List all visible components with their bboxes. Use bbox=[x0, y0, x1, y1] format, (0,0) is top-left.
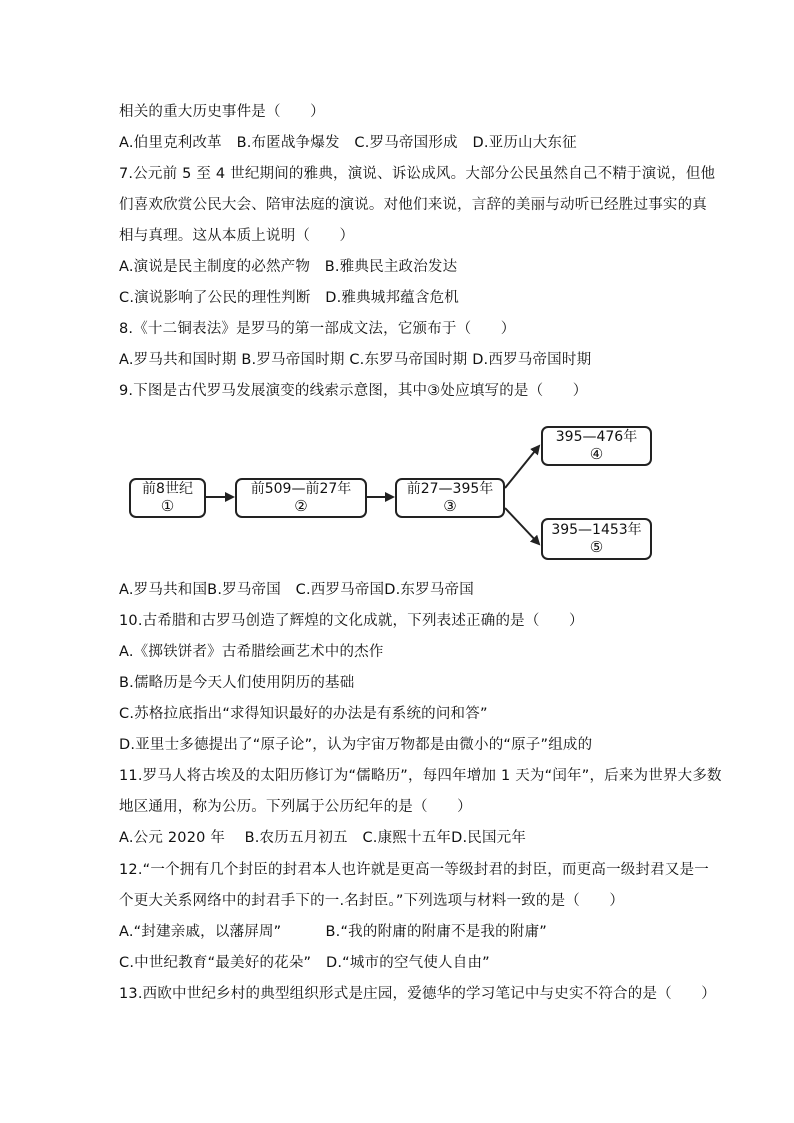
q11-stem-line1: 11.罗马人将古埃及的太阳历修订为“儒略历”，每四年增加 1 天为“闰年”，后来为世界大多数 bbox=[119, 768, 722, 784]
timeline-box-5 bbox=[541, 518, 652, 560]
timeline-box-5-period: 395—1453年 bbox=[551, 522, 642, 538]
q10-stem: 10.古希腊和古罗马创造了辉煌的文化成就，下列表述正确的是（ ） bbox=[119, 613, 584, 629]
q6-options: A.伯里克利改革 B.布匿战争爆发 C.罗马帝国形成 D.亚历山大东征 bbox=[119, 135, 577, 151]
q10-option-d: D.亚里士多德提出了“原子论”，认为宇宙万物都是由微小的“原子”组成的 bbox=[119, 737, 593, 753]
timeline-box-2 bbox=[235, 478, 367, 518]
q9-stem: 9.下图是古代罗马发展演变的线索示意图，其中③处应填写的是（ ） bbox=[119, 383, 588, 399]
rome-timeline-diagram bbox=[125, 422, 665, 567]
q13-stem: 13.西欧中世纪乡村的典型组织形式是庄园，爱德华的学习笔记中与史实不符合的是（ ） bbox=[119, 986, 716, 1002]
q9-options: A.罗马共和国B.罗马帝国 C.西罗马帝国D.东罗马帝国 bbox=[119, 582, 474, 598]
q11-options: A.公元 2020 年 B.农历五月初五 C.康熙十五年D.民国元年 bbox=[119, 830, 527, 846]
q10-option-c: C.苏格拉底指出“求得知识最好的办法是有系统的问和答” bbox=[119, 706, 488, 722]
q7-stem-line2: 们喜欢欣赏公民大会、陪审法庭的演说。对他们来说，言辞的美丽与动听已经胜过事实的真 bbox=[119, 197, 707, 213]
q7-stem-line1: 7.公元前 5 至 4 世纪期间的雅典，演说、诉讼成风。大部分公民虽然自己不精于演说，但他 bbox=[119, 166, 716, 182]
timeline-box-3 bbox=[395, 478, 505, 518]
q12-stem-line2: 个更大关系网络中的封君手下的一.名封臣。”下列选项与材料一致的是（ ） bbox=[119, 893, 625, 909]
q12-options-ab: A.“封建亲戚，以藩屏周” B.“我的附庸的附庸不是我的附庸” bbox=[119, 924, 547, 940]
timeline-box-4 bbox=[541, 426, 652, 466]
timeline-box-1-period: 前8世纪 bbox=[142, 481, 193, 497]
timeline-box-1-number: ① bbox=[160, 497, 175, 515]
timeline-box-2-period: 前509—前27年 bbox=[250, 481, 352, 497]
arrow-3-4 bbox=[505, 446, 539, 488]
timeline-box-4-period: 395—476年 bbox=[555, 429, 638, 445]
q10-option-a: A.《掷铁饼者》古希腊绘画艺术中的杰作 bbox=[119, 644, 384, 660]
q7-options-cd: C.演说影响了公民的理性判断 D.雅典城邦蕴含危机 bbox=[119, 290, 460, 306]
q10-option-b: B.儒略历是今天人们使用阴历的基础 bbox=[119, 675, 355, 691]
q6-stem-end: 相关的重大历史事件是（ ） bbox=[119, 104, 325, 120]
q7-stem-line3: 相与真理。这从本质上说明（ ） bbox=[119, 228, 355, 244]
timeline-box-2-number: ② bbox=[294, 497, 308, 515]
arrow-3-5 bbox=[505, 508, 539, 544]
q11-stem-line2: 地区通用，称为公历。下列属于公历纪年的是（ ） bbox=[119, 799, 472, 815]
q8-options: A.罗马共和国时期 B.罗马帝国时期 C.东罗马帝国时期 D.西罗马帝国时期 bbox=[119, 352, 592, 368]
timeline-box-5-number: ⑤ bbox=[589, 538, 604, 556]
timeline-box-3-period: 前27—395年 bbox=[406, 481, 494, 497]
q7-options-ab: A.演说是民主制度的必然产物 B.雅典民主政治发达 bbox=[119, 259, 458, 275]
timeline-box-4-number: ④ bbox=[589, 445, 604, 463]
q12-options-cd: C.中世纪教育“最美好的花朵” D.“城市的空气使人自由” bbox=[119, 955, 490, 971]
q8-stem: 8.《十二铜表法》是罗马的第一部成文法，它颁布于（ ） bbox=[119, 321, 516, 337]
q12-stem-line1: 12.“一个拥有几个封臣的封君本人也许就是更高一等级封君的封臣，而更高一级封君又是一 bbox=[119, 862, 709, 878]
timeline-box-3-number: ③ bbox=[443, 497, 457, 515]
timeline-box-1 bbox=[129, 478, 206, 518]
